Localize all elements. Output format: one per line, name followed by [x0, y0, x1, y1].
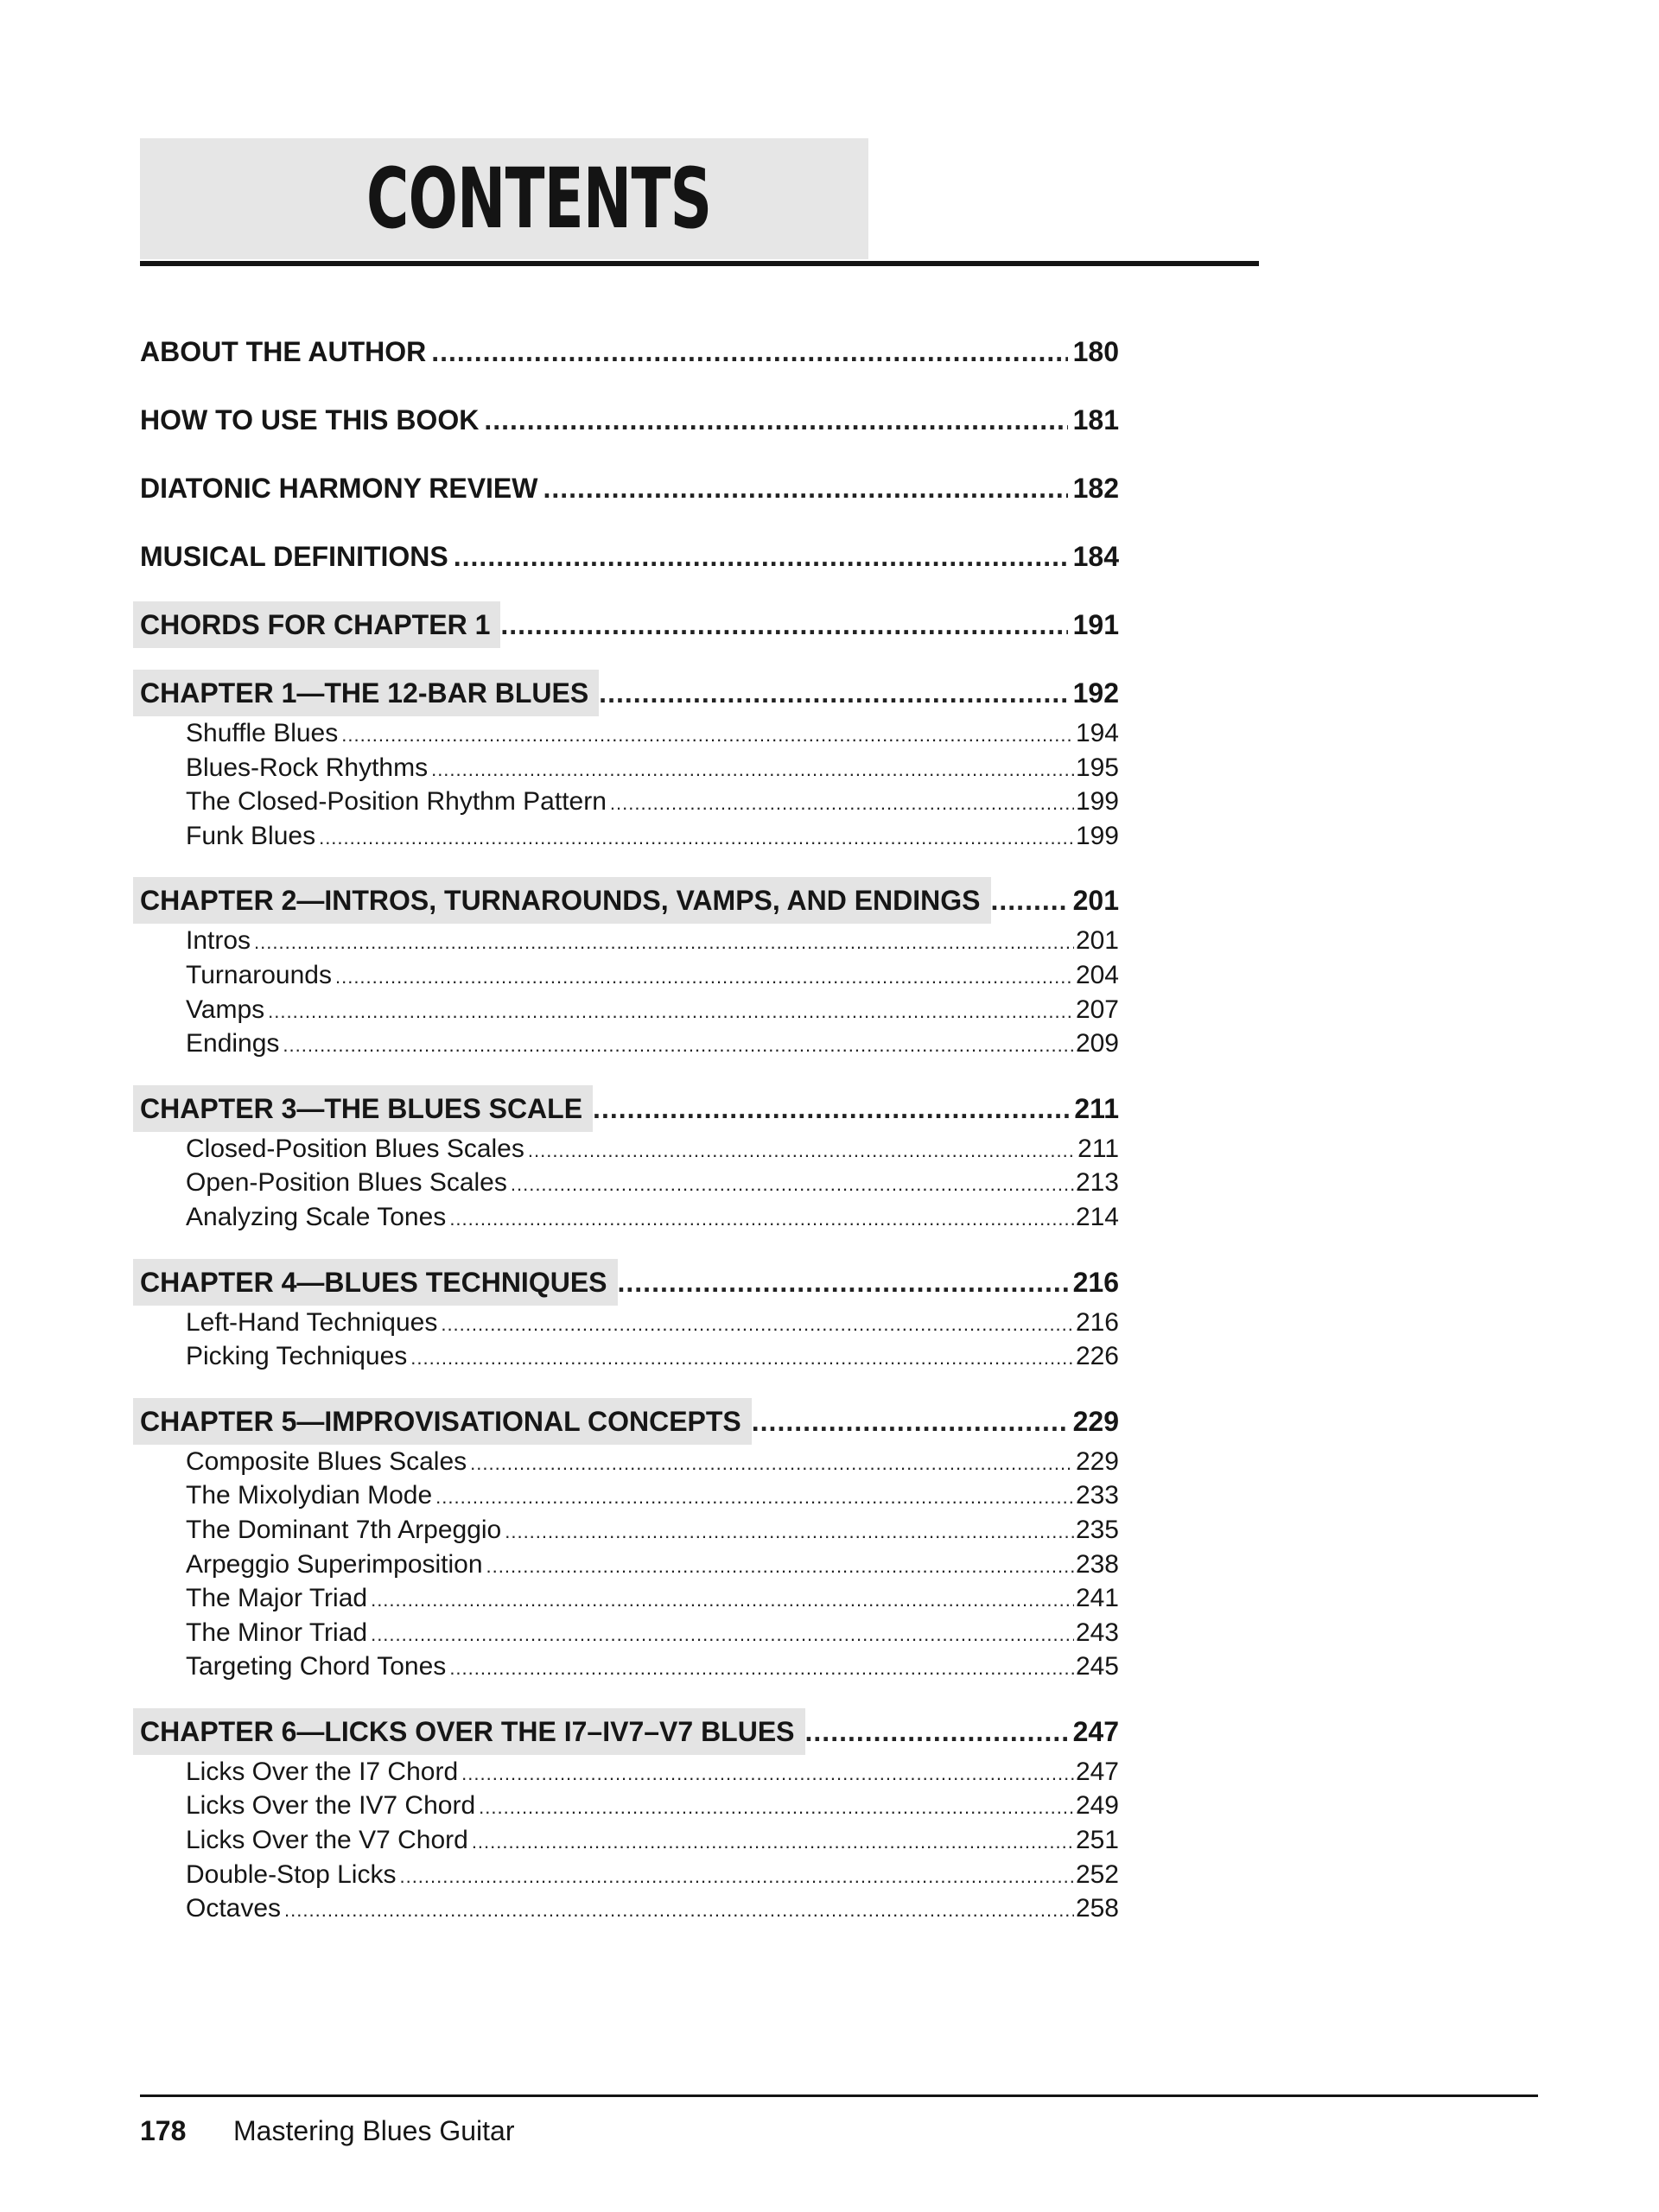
dot-leader — [610, 786, 1074, 821]
chapter-page: 247 — [1072, 1715, 1119, 1747]
section-page: 201 — [1075, 926, 1119, 956]
chapter-page: 229 — [1072, 1405, 1119, 1437]
section-page: 235 — [1075, 1515, 1119, 1544]
section-label: Composite Blues Scales — [186, 1446, 467, 1476]
section-page: 199 — [1075, 787, 1119, 817]
chapter-5-group — [140, 1398, 1119, 1684]
toc-section[interactable] — [186, 1789, 1119, 1823]
entry-label: DIATONIC HARMONY REVIEW — [140, 473, 538, 504]
toc-chapter-6[interactable] — [140, 1708, 1119, 1755]
toc-chapter-3[interactable] — [140, 1085, 1119, 1132]
dot-leader — [319, 821, 1074, 855]
dot-leader — [461, 1757, 1074, 1791]
section-page: 195 — [1075, 753, 1119, 782]
dot-leader — [341, 718, 1074, 753]
dot-leader — [335, 960, 1074, 995]
entry-page: 181 — [1072, 404, 1119, 435]
dot-leader — [511, 1167, 1074, 1202]
section-label: Blues-Rock Rhythms — [186, 753, 429, 782]
section-label: Shuffle Blues — [186, 719, 339, 747]
section-page: 252 — [1075, 1859, 1119, 1889]
dot-leader — [431, 753, 1074, 787]
toc-section[interactable] — [186, 1200, 1119, 1235]
section-label: Funk Blues — [186, 821, 316, 850]
section-label: The Major Triad — [186, 1584, 368, 1613]
chapter-1-group — [140, 670, 1119, 853]
dot-leader — [283, 1028, 1074, 1063]
section-page: 207 — [1075, 995, 1119, 1024]
section-label: Left-Hand Techniques — [186, 1307, 438, 1337]
toc-section[interactable] — [186, 1649, 1119, 1684]
section-page: 249 — [1075, 1791, 1119, 1821]
dot-leader — [505, 1515, 1074, 1549]
entry-page: 191 — [1072, 609, 1119, 640]
section-label: Picking Techniques — [186, 1342, 408, 1371]
chapter-3-group — [140, 1085, 1119, 1235]
section-page: 226 — [1075, 1342, 1119, 1371]
entry-page: 184 — [1072, 541, 1119, 572]
toc-section[interactable] — [186, 1339, 1119, 1374]
title-banner — [140, 138, 868, 259]
toc-entry-chords-chapter-1[interactable] — [140, 601, 1119, 648]
dot-leader — [752, 1398, 1068, 1445]
toc-entry-about-author[interactable] — [140, 328, 1119, 375]
toc-section[interactable] — [186, 785, 1119, 819]
section-label: Targeting Chord Tones — [186, 1652, 447, 1681]
chapter-page: 192 — [1072, 677, 1119, 709]
section-page: 238 — [1075, 1549, 1119, 1579]
section-label: Open-Position Blues Scales — [186, 1168, 507, 1198]
toc-section[interactable] — [186, 1445, 1119, 1479]
dot-leader — [435, 1480, 1074, 1515]
entry-page: 180 — [1072, 336, 1119, 367]
section-page: 211 — [1077, 1134, 1119, 1163]
page-number: 178 — [140, 2115, 187, 2146]
dot-leader — [486, 1549, 1074, 1584]
toc-section[interactable] — [186, 1755, 1119, 1789]
section-label: The Dominant 7th Arpeggio — [186, 1515, 502, 1544]
toc-entry-musical-definitions[interactable] — [140, 533, 1119, 580]
toc-section[interactable] — [186, 1478, 1119, 1513]
section-page: 204 — [1075, 960, 1119, 989]
entry-label: HOW TO USE THIS BOOK — [140, 404, 480, 435]
toc-section[interactable] — [186, 958, 1119, 993]
entry-label: MUSICAL DEFINITIONS — [140, 541, 448, 572]
footer-rule — [140, 2094, 1538, 2097]
section-page: 241 — [1075, 1584, 1119, 1613]
section-page: 247 — [1075, 1757, 1119, 1786]
dot-leader — [454, 533, 1068, 580]
page-footer — [140, 2115, 514, 2147]
section-label: Analyzing Scale Tones — [186, 1202, 447, 1231]
dot-leader — [991, 877, 1068, 924]
chapter-label: CHAPTER 2—INTROS, TURNAROUNDS, VAMPS, AND ENDINGS — [133, 877, 991, 924]
dot-leader — [399, 1859, 1073, 1894]
section-label: Double-Stop Licks — [186, 1859, 397, 1889]
section-page: 243 — [1075, 1618, 1119, 1647]
dot-leader — [593, 1085, 1069, 1132]
dot-leader — [599, 670, 1067, 716]
section-label: Closed-Position Blues Scales — [186, 1134, 524, 1163]
chapter-label: CHAPTER 3—THE BLUES SCALE — [133, 1085, 593, 1132]
section-label: Licks Over the IV7 Chord — [186, 1791, 476, 1821]
toc-section[interactable] — [186, 1027, 1119, 1061]
section-label: The Minor Triad — [186, 1618, 368, 1647]
section-label: Vamps — [186, 995, 265, 1024]
section-page: 209 — [1075, 1029, 1119, 1058]
dot-leader — [500, 601, 1067, 648]
dot-leader — [449, 1202, 1074, 1236]
toc-section[interactable] — [186, 716, 1119, 751]
toc-section[interactable] — [186, 1891, 1119, 1926]
chapter-4-group — [140, 1259, 1119, 1374]
chapter-label: CHAPTER 5—IMPROVISATIONAL CONCEPTS — [133, 1398, 752, 1445]
section-page: 213 — [1075, 1168, 1119, 1198]
toc-entry-how-to-use[interactable] — [140, 397, 1119, 443]
dot-leader — [479, 1790, 1074, 1825]
dot-leader — [528, 1134, 1076, 1168]
page-title: CONTENTS — [366, 150, 712, 247]
entry-label: ABOUT THE AUTHOR — [140, 336, 427, 367]
section-page: 233 — [1075, 1481, 1119, 1510]
title-underline — [140, 261, 1259, 266]
dot-leader — [410, 1341, 1074, 1376]
toc-section[interactable] — [186, 1166, 1119, 1200]
section-page: 229 — [1075, 1446, 1119, 1476]
dot-leader — [484, 397, 1067, 443]
toc-section[interactable] — [186, 819, 1119, 854]
toc-chapter-1[interactable] — [140, 670, 1119, 716]
section-label: The Mixolydian Mode — [186, 1481, 433, 1510]
entry-page: 182 — [1072, 473, 1119, 504]
toc-section[interactable] — [186, 1616, 1119, 1650]
chapter-2-group — [140, 877, 1119, 1060]
toc-section[interactable] — [186, 924, 1119, 958]
toc-section[interactable] — [186, 1306, 1119, 1340]
toc-chapter-5[interactable] — [140, 1398, 1119, 1445]
section-page: 214 — [1075, 1202, 1119, 1231]
dot-leader — [543, 465, 1067, 512]
chapter-page: 216 — [1072, 1266, 1119, 1298]
dot-leader — [805, 1708, 1068, 1755]
dot-leader — [268, 995, 1074, 1029]
section-label: Turnarounds — [186, 960, 332, 989]
toc-section[interactable] — [186, 1581, 1119, 1616]
dot-leader — [618, 1259, 1068, 1306]
section-label: The Closed-Position Rhythm Pattern — [186, 787, 607, 817]
toc-section[interactable] — [186, 1858, 1119, 1892]
section-page: 194 — [1075, 719, 1119, 747]
toc-chapter-4[interactable] — [140, 1259, 1119, 1306]
dot-leader — [431, 328, 1067, 375]
dot-leader — [371, 1583, 1074, 1618]
dot-leader — [472, 1825, 1074, 1859]
toc-section[interactable] — [186, 751, 1119, 785]
section-label: Arpeggio Superimposition — [186, 1549, 483, 1579]
toc-entry-diatonic-harmony[interactable] — [140, 465, 1119, 512]
section-page: 245 — [1075, 1652, 1119, 1681]
toc-section[interactable] — [186, 1548, 1119, 1582]
chapter-6-group — [140, 1708, 1119, 1926]
book-title: Mastering Blues Guitar — [233, 2115, 515, 2146]
dot-leader — [371, 1618, 1074, 1652]
dot-leader — [470, 1446, 1074, 1481]
section-label: Licks Over the I7 Chord — [186, 1757, 459, 1786]
chapter-label: CHAPTER 4—BLUES TECHNIQUES — [133, 1259, 618, 1306]
section-label: Intros — [186, 926, 251, 956]
chapter-page: 211 — [1074, 1092, 1119, 1124]
toc-chapter-2[interactable] — [140, 877, 1119, 924]
section-page: 216 — [1075, 1307, 1119, 1337]
table-of-contents — [140, 328, 1119, 1950]
chapter-label: CHAPTER 1—THE 12-BAR BLUES — [133, 670, 599, 716]
section-page: 199 — [1075, 821, 1119, 850]
toc-section[interactable] — [186, 993, 1119, 1027]
section-label: Octaves — [186, 1894, 282, 1923]
chapter-page: 201 — [1072, 885, 1119, 917]
dot-leader — [284, 1893, 1074, 1928]
dot-leader — [441, 1307, 1074, 1342]
section-label: Endings — [186, 1029, 280, 1058]
section-page: 251 — [1075, 1826, 1119, 1855]
entry-label: CHORDS FOR CHAPTER 1 — [133, 601, 500, 648]
toc-section[interactable] — [186, 1132, 1119, 1166]
chapter-label: CHAPTER 6—LICKS OVER THE I7–IV7–V7 BLUES — [133, 1708, 805, 1755]
section-page: 258 — [1075, 1894, 1119, 1923]
toc-section[interactable] — [186, 1513, 1119, 1548]
section-label: Licks Over the V7 Chord — [186, 1826, 468, 1855]
toc-section[interactable] — [186, 1823, 1119, 1858]
dot-leader — [449, 1651, 1074, 1686]
dot-leader — [254, 925, 1074, 960]
